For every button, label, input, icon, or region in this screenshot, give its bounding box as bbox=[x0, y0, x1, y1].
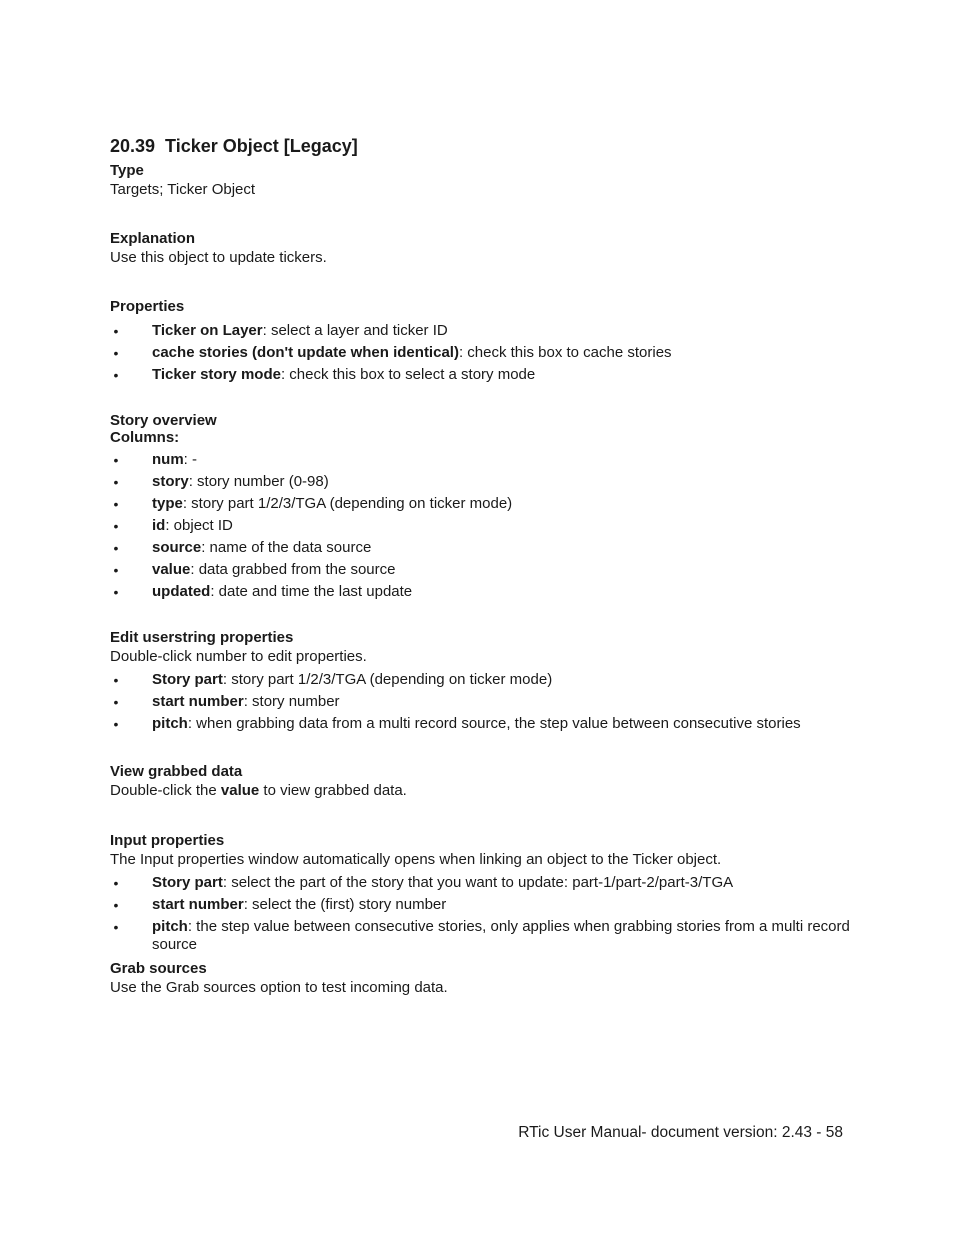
bullet-marker: • bbox=[113, 367, 119, 383]
list-item bbox=[110, 517, 850, 535]
list-item-desc: : story number bbox=[243, 693, 340, 710]
bullet-marker: • bbox=[113, 897, 119, 913]
list-item bbox=[110, 896, 850, 914]
list-item-term: Story part bbox=[152, 874, 223, 891]
list-item bbox=[110, 473, 850, 491]
list-item-term: num bbox=[152, 451, 184, 468]
columns-list bbox=[110, 451, 850, 601]
properties-section bbox=[110, 297, 850, 388]
grab-sources-section bbox=[110, 959, 850, 998]
story-overview-section bbox=[110, 411, 850, 605]
list-item-desc: : when grabbing data from a multi record source, the step value between consecutive stories bbox=[187, 715, 801, 732]
list-item bbox=[110, 671, 850, 689]
bullet-marker: • bbox=[113, 672, 119, 688]
grab-sources-label: Grab sources bbox=[110, 960, 207, 977]
list-item bbox=[110, 495, 850, 513]
bullet-marker: • bbox=[113, 875, 119, 891]
list-item-desc: : name of the data source bbox=[201, 539, 372, 556]
list-item-desc: : select a layer and ticker ID bbox=[262, 322, 448, 339]
bullet-marker: • bbox=[113, 716, 119, 732]
explanation-section bbox=[110, 229, 850, 268]
list-item-desc: : check this box to select a story mode bbox=[280, 366, 536, 383]
section-heading bbox=[110, 136, 358, 157]
bullet-marker: • bbox=[113, 452, 119, 468]
list-item bbox=[110, 583, 850, 601]
list-item-term: Ticker on Layer bbox=[152, 322, 263, 339]
list-item-term: value bbox=[152, 561, 191, 578]
view-grabbed-label: View grabbed data bbox=[110, 763, 243, 780]
section-number: 20.39 bbox=[110, 136, 156, 156]
list-item-term: cache stories (don't update when identical) bbox=[152, 344, 459, 361]
list-item-term: type bbox=[152, 495, 183, 512]
list-item-term: Story part bbox=[152, 671, 223, 688]
list-item bbox=[110, 451, 850, 469]
list-item-desc: : date and time the last update bbox=[210, 583, 413, 600]
bullet-marker: • bbox=[113, 562, 119, 578]
list-item bbox=[110, 918, 850, 954]
list-item-desc: : story part 1/2/3/TGA (depending on ticker mode) bbox=[222, 671, 553, 688]
bullet-marker: • bbox=[113, 919, 119, 935]
list-item bbox=[110, 561, 850, 579]
explanation-text: Use this object to update tickers. bbox=[110, 249, 327, 266]
list-item-desc: : select the (first) story number bbox=[243, 896, 447, 913]
edit-userstring-section bbox=[110, 628, 850, 737]
bullet-marker: • bbox=[113, 540, 119, 556]
columns-label: Columns: bbox=[110, 429, 180, 446]
section-title: Ticker Object [Legacy] bbox=[165, 136, 358, 156]
bullet-marker: • bbox=[113, 518, 119, 534]
list-item-term: start number bbox=[152, 896, 244, 913]
list-item bbox=[110, 344, 850, 362]
type-text: Targets; Ticker Object bbox=[110, 181, 256, 198]
list-item-desc: : story part 1/2/3/TGA (depending on ticker mode) bbox=[182, 495, 513, 512]
list-item-term: story bbox=[152, 473, 189, 490]
edit-userstring-label: Edit userstring properties bbox=[110, 629, 294, 646]
type-label: Type bbox=[110, 162, 144, 179]
list-item bbox=[110, 322, 850, 340]
view-grabbed-text-after: to view grabbed data. bbox=[259, 782, 407, 799]
view-grabbed-text-before: Double-click the bbox=[110, 782, 221, 799]
bullet-marker: • bbox=[113, 474, 119, 490]
list-item-desc: : object ID bbox=[165, 517, 233, 534]
list-item-term: id bbox=[152, 517, 166, 534]
list-item bbox=[110, 366, 850, 384]
properties-label: Properties bbox=[110, 298, 185, 315]
input-properties-section bbox=[110, 831, 850, 958]
list-item-term: updated bbox=[152, 583, 211, 600]
type-section bbox=[110, 161, 850, 200]
list-item-desc: : story number (0-98) bbox=[188, 473, 329, 490]
bullet-marker: • bbox=[113, 323, 119, 339]
list-item-term: Ticker story mode bbox=[152, 366, 281, 383]
properties-list bbox=[110, 322, 850, 384]
input-properties-label: Input properties bbox=[110, 832, 225, 849]
list-item bbox=[110, 539, 850, 557]
page-footer: RTic User Manual- document version: 2.43 - 58 bbox=[518, 1124, 843, 1141]
view-grabbed-text bbox=[110, 781, 850, 801]
list-item-term: pitch bbox=[152, 918, 188, 935]
grab-sources-text: Use the Grab sources option to test incoming data. bbox=[110, 979, 448, 996]
list-item-desc: : select the part of the story that you want to update: part-1/part-2/part-3/TGA bbox=[222, 874, 734, 891]
input-properties-list bbox=[110, 874, 850, 954]
edit-userstring-list bbox=[110, 671, 850, 733]
input-properties-text: The Input properties window automatically opens when linking an object to the Ticker object. bbox=[110, 851, 722, 868]
list-item-term: start number bbox=[152, 693, 244, 710]
list-item-desc: : data grabbed from the source bbox=[190, 561, 396, 578]
view-grabbed-section bbox=[110, 762, 850, 801]
explanation-label: Explanation bbox=[110, 230, 196, 247]
list-item bbox=[110, 874, 850, 892]
bullet-marker: • bbox=[113, 345, 119, 361]
list-item-desc: : check this box to cache stories bbox=[458, 344, 672, 361]
bullet-marker: • bbox=[113, 694, 119, 710]
list-item-term: pitch bbox=[152, 715, 188, 732]
list-item-desc: : - bbox=[183, 451, 198, 468]
list-item-term: source bbox=[152, 539, 202, 556]
view-grabbed-text-bold: value bbox=[220, 782, 260, 799]
list-item-desc: : the step value between consecutive stories, only applies when grabbing stories from a multi record source bbox=[152, 918, 850, 953]
list-item bbox=[110, 715, 850, 733]
bullet-marker: • bbox=[113, 496, 119, 512]
edit-userstring-text: Double-click number to edit properties. bbox=[110, 648, 367, 665]
list-item bbox=[110, 693, 850, 711]
story-overview-label: Story overview bbox=[110, 412, 217, 429]
bullet-marker: • bbox=[113, 584, 119, 600]
